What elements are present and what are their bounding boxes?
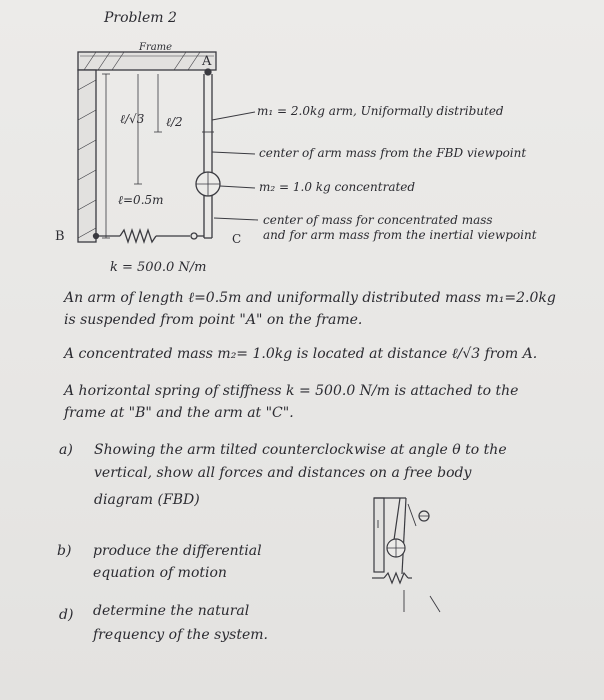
question-a-line-3: diagram (FBD) — [94, 492, 200, 508]
question-b-label: b) — [57, 543, 72, 559]
annotation-m2: m₂ = 1.0 kg concentrated — [259, 180, 416, 194]
paragraph-line-5: frame at "B" and the arm at "C". — [64, 405, 294, 421]
paragraph-line-3: A concentrated mass m₂= 1.0kg is located at distance ℓ/√3 from A. — [64, 346, 538, 362]
question-a-label: a) — [59, 442, 73, 458]
spring — [120, 230, 156, 242]
question-b-line-1: produce the differential — [93, 543, 262, 559]
spring-stiffness-label: k = 500.0 N/m — [110, 260, 207, 275]
distance-l-over-root3: ℓ/√3 — [120, 112, 145, 126]
pivot-a — [205, 69, 211, 75]
question-d-label: d) — [59, 607, 74, 623]
paragraph-line-4: A horizontal spring of stiffness k = 500.0 N/m is attached to the — [64, 383, 519, 399]
annotation-center-line1: center of mass for concentrated mass — [263, 213, 493, 227]
question-d-line-2: frequency of the system. — [93, 627, 268, 643]
distance-l-over-2: ℓ/2 — [166, 115, 183, 129]
question-b-line-2: equation of motion — [93, 565, 227, 581]
arm-length-label: ℓ=0.5m — [118, 193, 164, 207]
point-b-label: B — [55, 229, 65, 244]
point-c-label: C — [232, 232, 242, 246]
annotation-center-line2: and for arm mass from the inertial viewpoint — [263, 228, 537, 242]
annotation-center-fbd: center of arm mass from the FBD viewpoint — [259, 146, 527, 160]
frame-left-post — [78, 70, 96, 242]
problem-title: Problem 2 — [104, 10, 177, 26]
annotation-m1: m₁ = 2.0kg arm, Uniformally distributed — [257, 104, 504, 118]
paragraph-line-2: is suspended from point "A" on the frame. — [64, 312, 363, 328]
frame-top-bar — [78, 52, 216, 70]
fbd-mini-sketch — [372, 498, 440, 612]
frame-label: Frame — [139, 42, 173, 53]
question-a-line-2: vertical, show all forces and distances on a free body — [94, 465, 472, 481]
question-a-line-1: Showing the arm tilted counterclockwise at angle θ to the — [94, 442, 507, 458]
question-d-line-1: determine the natural — [93, 603, 250, 619]
point-a-label: A — [202, 54, 212, 69]
paragraph-line-1: An arm of length ℓ=0.5m and uniformally distributed mass m₁=2.0kg — [64, 290, 556, 306]
